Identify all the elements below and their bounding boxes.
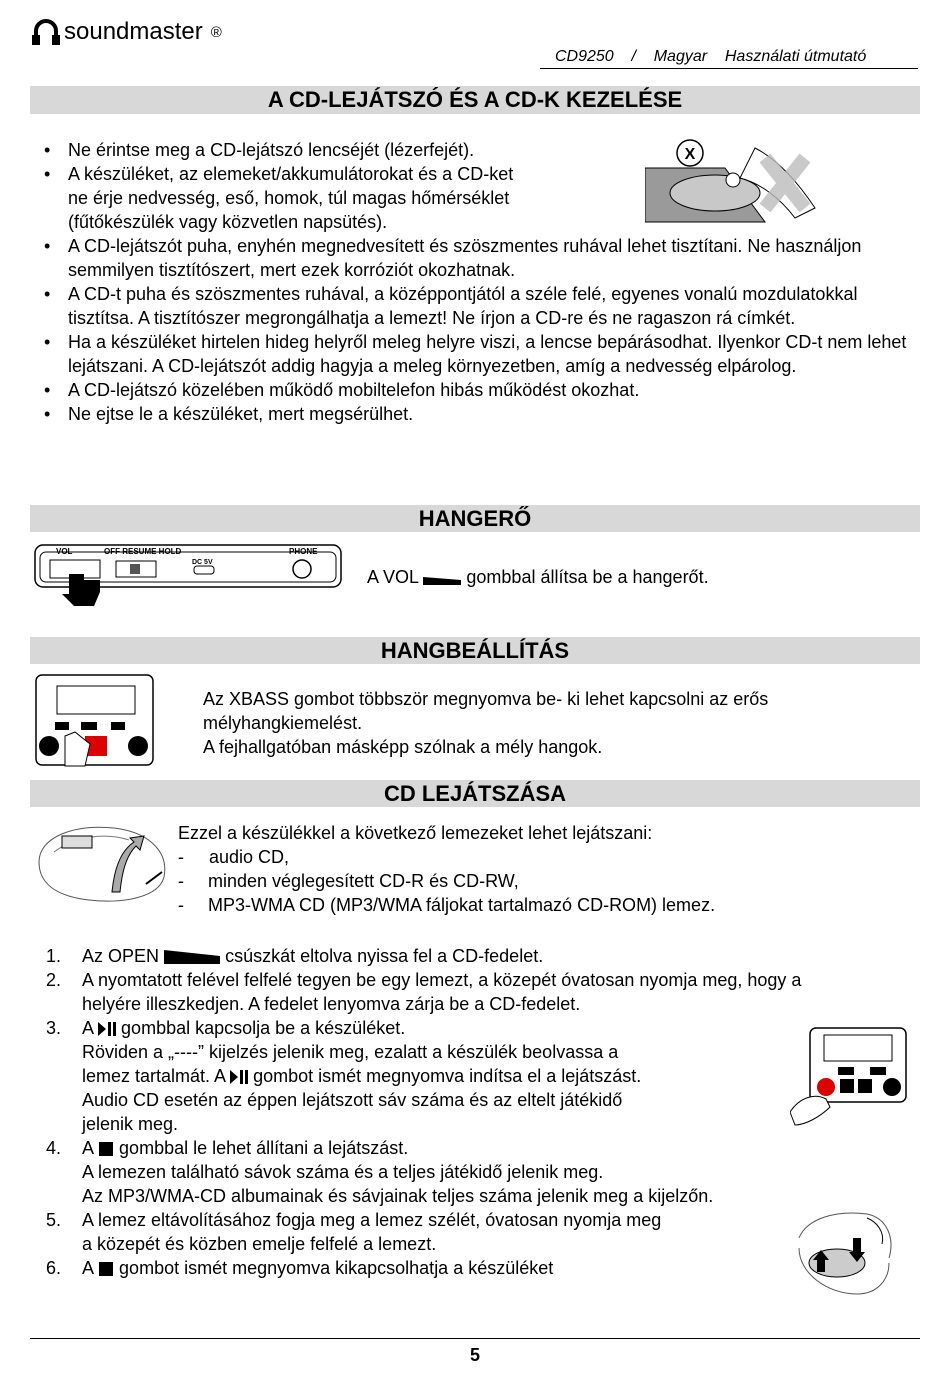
warning-x-mark: X [684, 146, 696, 163]
doc-header [555, 48, 866, 66]
volume-instruction: A VOL gombbal állítsa be a hangerőt. [367, 567, 709, 587]
playback-steps [30, 944, 920, 1280]
section-title-sound-settings: HANGBEÁLLÍTÁS [30, 637, 920, 664]
sound-settings-text: Az XBASS gombot többször megnyomva be- ki lehet kapcsolni az erős mélyhangkiemelést. A fejhallgatóban másképp szólnak a mély hangok. [203, 689, 769, 757]
list-item: • A CD-lejátszót puha, enyhén megnedvesített és szöszmentes ruhával lehet tisztítani. Ne használjon semmilyen tisztítószert, mert ezek korróziót okozhatnak. [30, 234, 920, 282]
doc-title: Használati útmutató [724, 48, 867, 65]
panel-phone-label: PHONE [289, 547, 318, 556]
list-item: 3. A gombbal kapcsolja be a készüléket. Röviden a „----” kijelzés jelenik meg, ezalatt a készülék beolvassa a lemez tartalmát. A gombot ismét megnyomva indítsa el a lejátszást. Audio CD esetén az éppen lejátszott sáv száma és az eltelt játékidő jelenik meg. [46, 1018, 642, 1134]
stop-icon [98, 1142, 114, 1156]
list-item: • Ha a készüléket hirtelen hideg helyről meleg helyre viszi, a lencse bepárásodhat. Ilyenkor CD-t nem lehet lejátszani. A CD-lejátszót addig hagyja a meleg környezetben, amíg a nedvesség elpárolog. [30, 330, 920, 378]
model-label: CD9250 [555, 48, 614, 65]
brand-name: soundmaster [64, 18, 203, 45]
open-slider-icon [164, 950, 220, 964]
panel-vol-label: VOL [56, 547, 73, 556]
side-panel-illustration [34, 544, 344, 606]
cd-player-open-illustration [34, 822, 174, 904]
list-item: - MP3-WMA CD (MP3/WMA fáljokat tartalmazó CD-ROM) lemez. [178, 895, 716, 915]
disc-removal-illustration [797, 1208, 897, 1298]
play-pause-icon [98, 1022, 116, 1036]
list-item: • A készüléket, az elemeket/akkumulátorokat és a CD-ket ne érje nedvesség, eső, homok, túl magas hőmérséklet (fűtőkészülék vagy közvetlen napsütés). [30, 162, 920, 234]
supported-discs: Ezzel a készülékkel a következő lemezeket lehet lejátszani: - audio CD, - minden véglegesített CD-R és CD-RW, - MP3-WMA CD (MP3/WMA fáljokat tartalmazó CD-ROM) lemez. [178, 821, 918, 917]
list-item: • Ne érintse meg a CD-lejátszó lencséjét (lézerfejét). [30, 138, 920, 162]
language-label: Magyar [653, 48, 708, 65]
list-item: 4. A gombbal le lehet állítani a lejátszást. A lemezen található sávok száma és a teljes játékidő jelenik meg. Az MP3/WMA-CD albumainak és sávjainak teljes száma jelenik meg a kijelzőn. [46, 1138, 714, 1206]
section-title-cd-handling: A CD-LEJÁTSZÓ ÉS A CD-K KEZELÉSE [30, 86, 920, 114]
list-item: - audio CD, [178, 847, 290, 867]
list-item: 5. A lemez eltávolításához fogja meg a lemez szélét, óvatosan nyomja meg a közepét és közben emelje felfelé a lemezt. [46, 1210, 662, 1254]
speaker-logo-icon [32, 19, 60, 45]
xbass-button-illustration [35, 674, 155, 768]
header-separator: / [631, 48, 636, 65]
list-item: - minden véglegesített CD-R és CD-RW, [178, 871, 519, 891]
play-pause-icon [230, 1070, 248, 1084]
list-item: 1. Az OPEN csúszkát eltolva nyissa fel a CD-fedelet. [46, 946, 544, 966]
section-title-volume: HANGERŐ [30, 505, 920, 532]
panel-dc-label: DC 5V [192, 559, 213, 566]
footer-rule [30, 1338, 920, 1339]
list-item: 6. A gombot ismét megnyomva kikapcsolhatja a készüléket [46, 1258, 554, 1278]
do-not-touch-lens-illustration [645, 138, 820, 224]
stop-icon [98, 1262, 114, 1276]
list-item: 2. A nyomtatott felével felfelé tegyen be egy lemezt, a közepét óvatosan nyomja meg, hogy a helyére illeszkedjen. A fedelet lenyomva zárja be a CD-fedelet. [46, 970, 802, 1014]
registered-mark: ® [210, 23, 222, 41]
list-item: • A CD-t puha és szöszmentes ruhával, a középpontjától a széle felé, egyenes vonalú mozdulatokkal tisztítsa. A tisztítószer megrongálhatja a lemezt! Ne írjon a CD-re és ne ragaszon rá címkét. [30, 282, 920, 330]
brand-logo [32, 18, 222, 46]
volume-slider-icon [423, 571, 461, 585]
list-item: • A CD-lejátszó közelében működő mobiltelefon hibás működést okozhat. [30, 378, 920, 402]
play-button-illustration [790, 1027, 910, 1127]
header-rule [540, 68, 918, 69]
list-item: • Ne ejtse le a készüléket, mert megsérülhet. [30, 402, 920, 426]
section-title-cd-playback: CD LEJÁTSZÁSA [30, 780, 920, 807]
page-number: 5 [469, 1345, 480, 1365]
panel-hold-label: OFF RESUME HOLD [104, 547, 182, 556]
